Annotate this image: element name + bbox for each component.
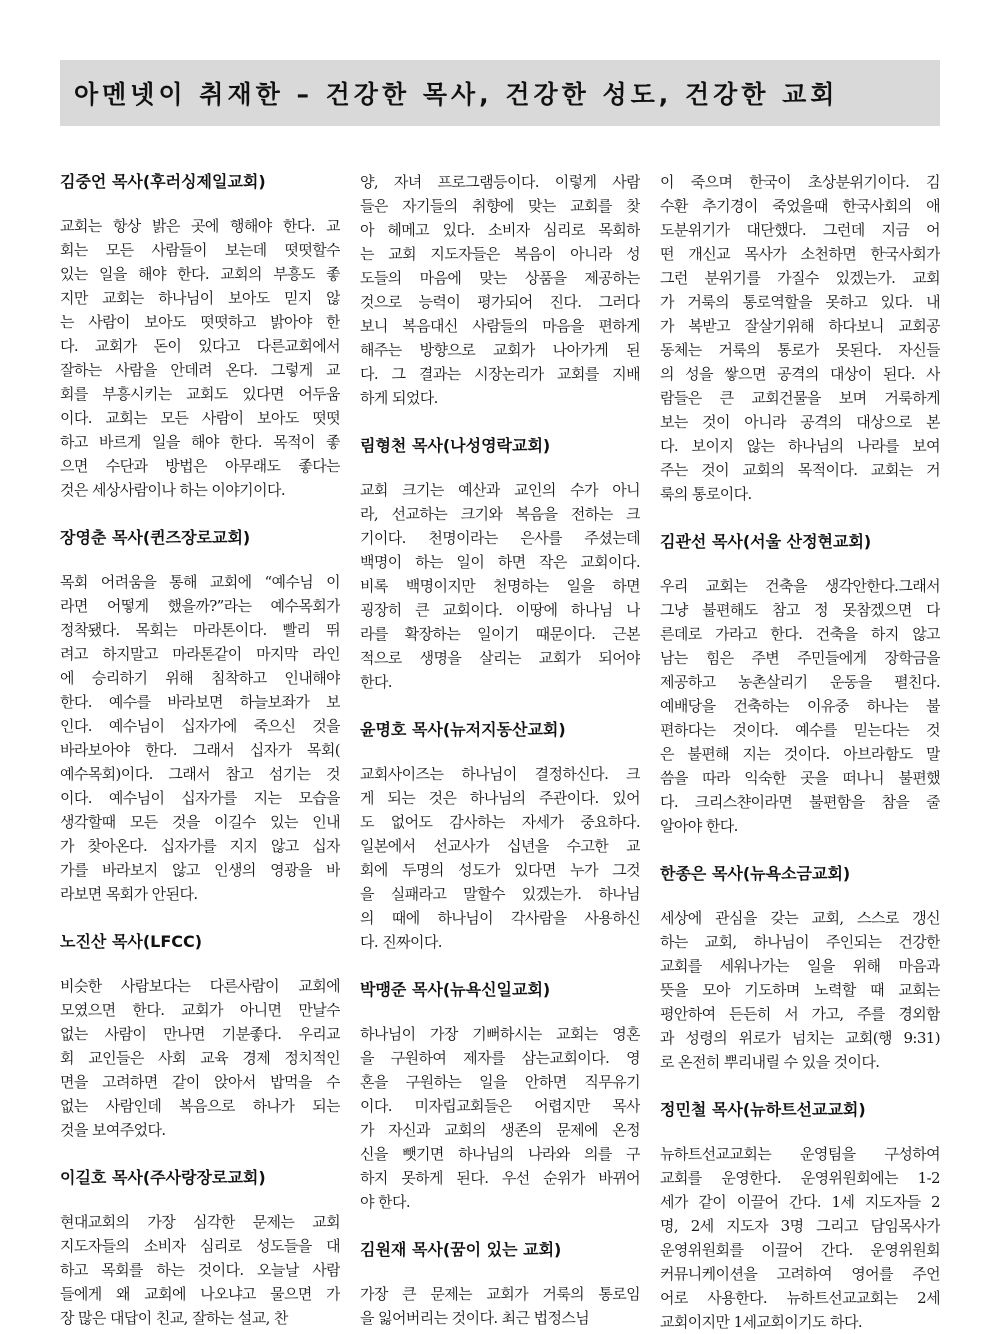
pastor-section <box>60 170 340 502</box>
body-text-line: 룩의 통로이다. <box>660 485 752 503</box>
body-text-line: 목회 어려움을 통해 교회에 “예수님 이 <box>60 573 340 591</box>
body-text-line: 현대교회의 가장 심각한 문제는 교회 <box>60 1213 340 1231</box>
pastor-heading: 한종은 목사(뉴욕소금교회) <box>660 864 851 883</box>
body-text-line: 남는 힘은 주변 주민들에게 장학금을 <box>660 649 940 667</box>
body-text-line: 을 잃어버리는 것이다. 최근 법정스님 <box>360 1309 590 1327</box>
column-3 <box>660 170 940 1334</box>
body-text-line: 른데로 가라고 한다. 건축을 하지 않고 <box>660 625 940 643</box>
body-text-line: 가 거룩의 통로역할을 못하고 있다. 내 <box>660 293 940 311</box>
body-text-line: 양, 자녀 프로그램등이다. 이렇게 사람 <box>360 173 640 191</box>
body-text-line: 는 사람이 보아도 떳떳하고 밝아야 한 <box>60 313 340 331</box>
body-text-line: 혼을 구원하는 일을 안하면 직무유기 <box>360 1073 640 1091</box>
section-spacer <box>360 694 640 718</box>
pastor-heading: 장영춘 목사(퀸즈장로교회) <box>60 528 251 547</box>
body-text-line: 제공하고 농촌살리기 운동을 펼친다. <box>660 673 940 691</box>
body-text-line: 명, 2세 지도자 3명 그리고 담임목사가 <box>660 1217 940 1235</box>
section-spacer <box>60 502 340 526</box>
body-text-line: 의 때에 하나님이 각사람을 사용하신 <box>360 909 640 927</box>
pastor-section <box>360 718 640 954</box>
body-text-line: 모였으면 한다. 교회가 아니면 만날수 <box>60 1001 340 1019</box>
body-text-line: 예수목회)이다. 그래서 참고 섬기는 것 <box>60 765 340 783</box>
body-text-line: 교회사이즈는 하나님이 결정하신다. 크 <box>360 765 640 783</box>
body-text-line: 을 구원하여 제자를 삼는교회이다. 영 <box>360 1049 640 1067</box>
body-text-line: 가를 바라보지 않고 인생의 영광을 바 <box>60 861 340 879</box>
pastor-section <box>660 1098 940 1334</box>
pastor-section <box>660 862 940 1074</box>
column-2 <box>360 170 640 1330</box>
body-text-line: 커뮤니케이션을 고려하여 영어를 주언 <box>660 1265 940 1283</box>
body-text-line: 없는 사람인데 복음으로 하나가 되는 <box>60 1097 340 1115</box>
body-text-line: 교회를 세워나가는 일을 위해 마음과 <box>660 957 940 975</box>
body-text-line: 회를 부흥시키는 교회도 있다면 어두움 <box>60 385 340 403</box>
body-text-line: 라면 어떻게 했을까?”라는 예수목회가 <box>60 597 340 615</box>
body-text-line: 들은 자기들의 취향에 맞는 교회를 찾 <box>360 197 640 215</box>
pastor-heading: 김중언 목사(후러싱제일교회) <box>60 172 266 191</box>
body-text-line: 알아야 한다. <box>660 817 738 835</box>
body-text-line: 다. 그 결과는 시장논리가 교회를 지배 <box>360 365 640 383</box>
body-text-line: 보니 복음대신 사람들의 마음을 편하게 <box>360 317 640 335</box>
body-text-line: 을 실패라고 말할수 있겠는가. 하나님 <box>360 885 640 903</box>
body-text-line: 하지 못하게 된다. 우선 순위가 바뀌어 <box>360 1169 640 1187</box>
body-text-line: 가장 큰 문제는 교회가 거룩의 통로임 <box>360 1285 640 1303</box>
body-text-line: 수환 추기경이 죽었을때 한국사회의 애 <box>660 197 940 215</box>
body-text-line: 로 온전히 뿌리내릴 수 있을 것이다. <box>660 1053 880 1071</box>
body-text-line: 회에 두명의 성도가 있다면 누가 그것 <box>360 861 640 879</box>
body-text-line: 라를 확장하는 일이기 때문이다. 근본 <box>360 625 640 643</box>
body-text-line: 과 성령의 위로가 넘치는 교회(행 9:31) <box>660 1029 940 1047</box>
body-text-line: 장 많은 대답이 친교, 잘하는 설교, 찬 <box>60 1309 288 1327</box>
body-text-line: 것으로 능력이 평가되어 진다. 그러다 <box>360 293 640 311</box>
body-text-line: 우리 교회는 건축을 생각안한다.그래서 <box>660 577 940 595</box>
pastor-heading: 이길호 목사(주사랑장로교회) <box>60 1168 266 1187</box>
body-text-line: 적으로 생명을 살리는 교회가 되어야 <box>360 649 640 667</box>
body-text-line: 교회를 운영한다. 운영위원회에는 1-2 <box>660 1169 940 1187</box>
body-text-line: 회는 모든 사람들이 보는데 떳떳할수 <box>60 241 340 259</box>
pastor-heading: 림형천 목사(나성영락교회) <box>360 436 551 455</box>
body-text-line: 라보면 목회가 안된다. <box>60 885 198 903</box>
body-text-line: 하게 되었다. <box>360 389 438 407</box>
body-text-line: 세상에 관심을 갖는 교회, 스스로 갱신 <box>660 909 940 927</box>
body-text-line: 세가 같이 이끌어 간다. 1세 지도자들 2 <box>660 1193 940 1211</box>
section-spacer <box>660 838 940 862</box>
pastor-section <box>60 930 340 1142</box>
body-text-line: 교회이지만 1세교회이기도 하다. <box>660 1313 863 1331</box>
section-spacer <box>60 906 340 930</box>
body-text-line: 지만 교회는 하나님이 보아도 믿지 않 <box>60 289 340 307</box>
pastor-section <box>360 978 640 1214</box>
body-text-line: 도분위기가 대단했다. 그런데 지금 어 <box>660 221 940 239</box>
body-text-line: 잘하는 사람을 안데려 온다. 그렇게 교 <box>60 361 340 379</box>
body-text-line: 야 한다. <box>360 1193 411 1211</box>
body-text-line: 면을 고려하면 같이 앉아서 밥먹을 수 <box>60 1073 340 1091</box>
pastor-heading: 김원재 목사(꿈이 있는 교회) <box>360 1240 562 1259</box>
body-text-line: 씀을 따라 익숙한 곳을 떠나니 불편했 <box>660 769 940 787</box>
body-text-line: 이다. 미자립교회들은 어렵지만 목사 <box>360 1097 640 1115</box>
body-text-line: 주는 것이 교회의 목적이다. 교회는 거 <box>660 461 940 479</box>
body-text-line: 신을 뺏기면 하나님의 나라와 의를 구 <box>360 1145 640 1163</box>
body-text-line: 람들은 큰 교회건물을 보며 거룩하게 <box>660 389 940 407</box>
body-text-line: 다. 크리스챤이라면 불편함을 참을 줄 <box>660 793 940 811</box>
column-1 <box>60 170 340 1330</box>
body-text-line: 비슷한 사람보다는 다른사람이 교회에 <box>60 977 340 995</box>
body-text-line: 일본에서 선교사가 십년을 수고한 교 <box>360 837 640 855</box>
body-text-line: 동체는 거룩의 통로가 못된다. 자신들 <box>660 341 940 359</box>
body-text-line: 있는 일을 해야 한다. 교회의 부흥도 좋 <box>60 265 340 283</box>
body-text-line: 회 교인들은 사회 교육 경제 정치적인 <box>60 1049 340 1067</box>
body-text-line: 떤 개신교 목사가 소천하면 한국사회가 <box>660 245 940 263</box>
body-text-line: 그런 분위기를 가질수 있겠는가. 교회 <box>660 269 940 287</box>
body-text-line: 굉장히 큰 교회이다. 이땅에 하나님 나 <box>360 601 640 619</box>
body-text-line: 뜻을 모아 기도하며 노력할 때 교회는 <box>660 981 940 999</box>
pastor-section <box>360 434 640 694</box>
pastor-heading: 윤명호 목사(뉴저지동산교회) <box>360 720 566 739</box>
body-text-line: 려고 하지말고 마라톤같이 마지막 라인 <box>60 645 340 663</box>
body-text-line: 바라보아야 한다. 그래서 십자가 목회( <box>60 741 340 759</box>
section-spacer <box>360 410 640 434</box>
body-text-line: 이다. 예수님이 십자가를 지는 모습을 <box>60 789 340 807</box>
body-text-line: 운영위원회를 이끌어 간다. 운영위원회 <box>660 1241 940 1259</box>
body-text-line: 편하다는 것이다. 예수를 믿는다는 것 <box>660 721 940 739</box>
body-text-line: 는 교회 지도자들은 복음이 아니라 성 <box>360 245 640 263</box>
pastor-section <box>360 170 640 410</box>
pastor-heading: 김관선 목사(서울 산정현교회) <box>660 532 872 551</box>
pastor-section <box>660 170 940 506</box>
section-spacer <box>660 506 940 530</box>
body-text-line: 이다. 교회는 모든 사람이 보아도 떳떳 <box>60 409 340 427</box>
body-text-line: 하나님이 가장 기뻐하시는 교회는 영혼 <box>360 1025 640 1043</box>
body-text-line: 다. 교회가 돈이 있다고 다른교회에서 <box>60 337 340 355</box>
body-text-line: 것은 세상사람이나 하는 이야기이다. <box>60 481 286 499</box>
body-text-line: 하고 목회를 하는 것이다. 오늘날 사람 <box>60 1261 340 1279</box>
body-text-line: 에 승리하기 위해 침착하고 인내해야 <box>60 669 340 687</box>
body-text-line: 도 없어도 감사하는 자세가 중요하다. <box>360 813 640 831</box>
pastor-section <box>360 1238 640 1330</box>
body-text-line: 가 복받고 잘살기위해 하다보니 교회공 <box>660 317 940 335</box>
body-text-line: 비록 백명이지만 천명하는 일을 하면 <box>360 577 640 595</box>
body-text-line: 정착됐다. 목회는 마라톤이다. 빨리 뛰 <box>60 621 340 639</box>
body-text-line: 은 불편해 지는 것이다. 아브라함도 말 <box>660 745 940 763</box>
body-text-line: 라, 선교하는 크기와 복음을 전하는 크 <box>360 505 640 523</box>
body-text-line: 그냥 불편해도 참고 정 못참겠으면 다 <box>660 601 940 619</box>
body-text-line: 교회 크기는 예산과 교인의 수가 아니 <box>360 481 640 499</box>
pastor-section <box>60 1166 340 1330</box>
section-spacer <box>360 1214 640 1238</box>
body-text-line: 게 되는 것은 하나님의 주관이다. 있어 <box>360 789 640 807</box>
pastor-heading: 노진산 목사(LFCC) <box>60 932 203 951</box>
section-spacer <box>360 954 640 978</box>
body-text-line: 다. 보이지 않는 하나님의 나라를 보여 <box>660 437 940 455</box>
body-text-line: 백명이 하는 일이 하면 작은 교회이다. <box>360 553 640 571</box>
body-text-line: 없는 사람이 만나면 기분좋다. 우리교 <box>60 1025 340 1043</box>
section-spacer <box>60 1142 340 1166</box>
body-text-line: 한다. 예수를 바라보면 하늘보좌가 보 <box>60 693 340 711</box>
body-text-line: 도들의 마음에 맞는 상품을 제공하는 <box>360 269 640 287</box>
pastor-section <box>60 526 340 906</box>
body-text-line: 해주는 방향으로 교회가 나아가게 된 <box>360 341 640 359</box>
body-text-line: 이 죽으며 한국이 초상분위기이다. 김 <box>660 173 940 191</box>
body-text-line: 평안하여 든든히 서 가고, 주를 경외함 <box>660 1005 940 1023</box>
pastor-heading: 정민철 목사(뉴하트선교교회) <box>660 1100 866 1119</box>
body-text-line: 인다. 예수님이 십자가에 죽으신 것을 <box>60 717 340 735</box>
pastor-section <box>660 530 940 838</box>
page-title: 아멘넷이 취재한 – 건강한 목사, 건강한 성도, 건강한 교회 <box>74 80 839 109</box>
body-text-line: 의 성을 쌓으면 공격의 대상이 된다. 사 <box>660 365 940 383</box>
pastor-heading: 박맹준 목사(뉴욕신일교회) <box>360 980 551 999</box>
body-text-line: 으면 수단과 방법은 아무래도 좋다는 <box>60 457 340 475</box>
body-text-line: 다. 진짜이다. <box>360 933 442 951</box>
body-text-line: 뉴하트선교교회는 운영팀을 구성하여 <box>660 1145 940 1163</box>
body-text-line: 기이다. 천명이라는 은사를 주셨는데 <box>360 529 640 547</box>
body-text-line: 한다. <box>360 673 392 691</box>
body-text-line: 교회는 항상 밝은 곳에 행해야 한다. 교 <box>60 217 340 235</box>
body-text-line: 하는 교회, 하나님이 주인되는 건강한 <box>660 933 940 951</box>
section-spacer <box>660 1074 940 1098</box>
body-text-line: 생각할때 모든 것을 이길수 있는 인내 <box>60 813 340 831</box>
body-text-line: 어로 사용한다. 뉴하트선교교회는 2세 <box>660 1289 940 1307</box>
body-text-line: 들에게 왜 교회에 나오냐고 물으면 가 <box>60 1285 340 1303</box>
body-text-line: 아 헤메고 있다. 소비자 심리로 목회하 <box>360 221 640 239</box>
body-text-line: 지도자들의 소비자 심리로 성도들을 대 <box>60 1237 340 1255</box>
title-banner <box>60 60 940 126</box>
body-text-line: 하고 바르게 일을 해야 한다. 목적이 좋 <box>60 433 340 451</box>
body-text-line: 것을 보여주었다. <box>60 1121 166 1139</box>
body-text-line: 가 찾아온다. 십자가를 지지 않고 십자 <box>60 837 340 855</box>
body-text-line: 가 자신과 교회의 생존의 문제에 온정 <box>360 1121 640 1139</box>
body-text-line: 보는 것이 아니라 공격의 대상으로 본 <box>660 413 940 431</box>
body-text-line: 예배당을 건축하는 이유중 하나는 불 <box>660 697 940 715</box>
